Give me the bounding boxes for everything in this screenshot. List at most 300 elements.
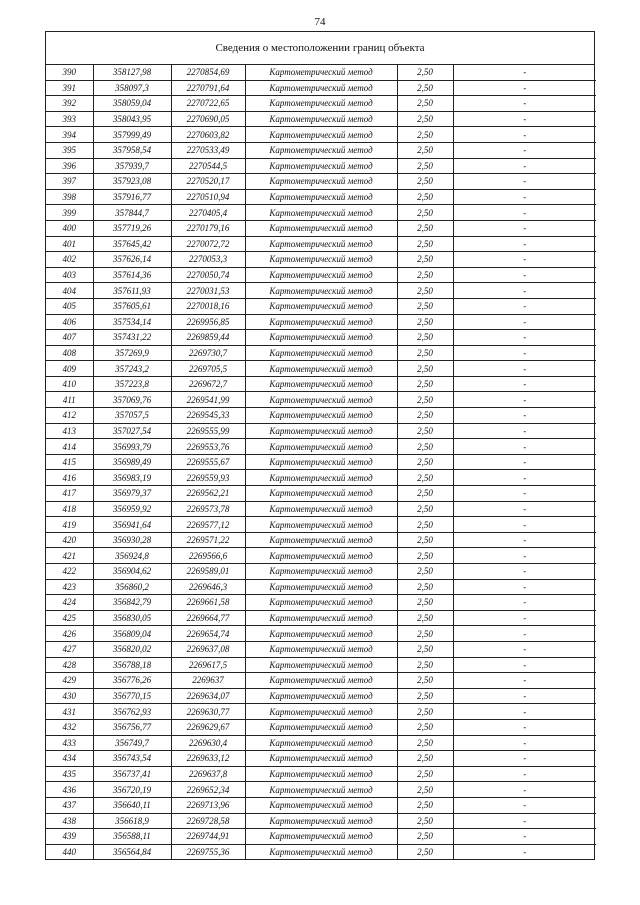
y-coordinate-cell: 2270603,82 <box>171 127 245 143</box>
boundary-table-sheet <box>45 31 595 860</box>
point-number-cell: 407 <box>46 330 93 346</box>
x-coordinate-cell: 357243,2 <box>93 361 171 377</box>
y-coordinate-cell: 2269956,85 <box>171 314 245 330</box>
table-row <box>46 330 596 346</box>
point-number-cell: 434 <box>46 751 93 767</box>
point-number-cell: 422 <box>46 564 93 580</box>
accuracy-cell: 2,50 <box>397 486 453 502</box>
description-cell: - <box>453 220 596 236</box>
y-coordinate-cell: 2269730,7 <box>171 345 245 361</box>
y-coordinate-cell: 2269755,36 <box>171 844 245 859</box>
method-cell: Картометрический метод <box>245 470 397 486</box>
table-row <box>46 595 596 611</box>
method-cell: Картометрический метод <box>245 626 397 642</box>
method-cell: Картометрический метод <box>245 236 397 252</box>
description-cell: - <box>453 579 596 595</box>
y-coordinate-cell: 2269637 <box>171 673 245 689</box>
accuracy-cell: 2,50 <box>397 267 453 283</box>
point-number-cell: 404 <box>46 283 93 299</box>
description-cell: - <box>453 517 596 533</box>
point-number-cell: 398 <box>46 189 93 205</box>
table-row <box>46 408 596 424</box>
x-coordinate-cell: 356904,62 <box>93 564 171 580</box>
accuracy-cell: 2,50 <box>397 564 453 580</box>
description-cell: - <box>453 564 596 580</box>
x-coordinate-cell: 357431,22 <box>93 330 171 346</box>
x-coordinate-cell: 357939,7 <box>93 158 171 174</box>
y-coordinate-cell: 2269573,78 <box>171 501 245 517</box>
x-coordinate-cell: 356989,49 <box>93 454 171 470</box>
x-coordinate-cell: 356720,19 <box>93 782 171 798</box>
table-row <box>46 267 596 283</box>
accuracy-cell: 2,50 <box>397 252 453 268</box>
x-coordinate-cell: 357534,14 <box>93 314 171 330</box>
table-row <box>46 174 596 190</box>
method-cell: Картометрический метод <box>245 267 397 283</box>
y-coordinate-cell: 2269541,99 <box>171 392 245 408</box>
y-coordinate-cell: 2270072,72 <box>171 236 245 252</box>
table-row <box>46 127 596 143</box>
description-cell: - <box>453 252 596 268</box>
point-number-cell: 400 <box>46 220 93 236</box>
accuracy-cell: 2,50 <box>397 548 453 564</box>
table-row <box>46 158 596 174</box>
point-number-cell: 436 <box>46 782 93 798</box>
y-coordinate-cell: 2270533,49 <box>171 142 245 158</box>
description-cell: - <box>453 641 596 657</box>
table-row <box>46 610 596 626</box>
y-coordinate-cell: 2269633,12 <box>171 751 245 767</box>
table-row <box>46 80 596 96</box>
y-coordinate-cell: 2269559,93 <box>171 470 245 486</box>
method-cell: Картометрический метод <box>245 829 397 845</box>
method-cell: Картометрический метод <box>245 579 397 595</box>
accuracy-cell: 2,50 <box>397 96 453 112</box>
table-row <box>46 844 596 859</box>
method-cell: Картометрический метод <box>245 813 397 829</box>
y-coordinate-cell: 2270050,74 <box>171 267 245 283</box>
accuracy-cell: 2,50 <box>397 595 453 611</box>
y-coordinate-cell: 2269661,58 <box>171 595 245 611</box>
y-coordinate-cell: 2269672,7 <box>171 376 245 392</box>
accuracy-cell: 2,50 <box>397 236 453 252</box>
point-number-cell: 392 <box>46 96 93 112</box>
y-coordinate-cell: 2269553,76 <box>171 439 245 455</box>
method-cell: Картометрический метод <box>245 314 397 330</box>
accuracy-cell: 2,50 <box>397 829 453 845</box>
description-cell: - <box>453 657 596 673</box>
table-row <box>46 829 596 845</box>
point-number-cell: 414 <box>46 439 93 455</box>
x-coordinate-cell: 356618,9 <box>93 813 171 829</box>
point-number-cell: 433 <box>46 735 93 751</box>
table-row <box>46 517 596 533</box>
method-cell: Картометрический метод <box>245 766 397 782</box>
table-row <box>46 579 596 595</box>
method-cell: Картометрический метод <box>245 844 397 859</box>
description-cell: - <box>453 96 596 112</box>
description-cell: - <box>453 298 596 314</box>
point-number-cell: 406 <box>46 314 93 330</box>
description-cell: - <box>453 673 596 689</box>
table-row <box>46 470 596 486</box>
description-cell: - <box>453 408 596 424</box>
x-coordinate-cell: 357645,42 <box>93 236 171 252</box>
x-coordinate-cell: 357223,8 <box>93 376 171 392</box>
table-row <box>46 423 596 439</box>
description-cell: - <box>453 735 596 751</box>
y-coordinate-cell: 2270791,64 <box>171 80 245 96</box>
accuracy-cell: 2,50 <box>397 189 453 205</box>
y-coordinate-cell: 2270544,5 <box>171 158 245 174</box>
accuracy-cell: 2,50 <box>397 610 453 626</box>
y-coordinate-cell: 2269705,5 <box>171 361 245 377</box>
description-cell: - <box>453 174 596 190</box>
method-cell: Картометрический метод <box>245 376 397 392</box>
description-cell: - <box>453 595 596 611</box>
x-coordinate-cell: 356941,64 <box>93 517 171 533</box>
x-coordinate-cell: 357923,08 <box>93 174 171 190</box>
table-row <box>46 751 596 767</box>
description-cell: - <box>453 797 596 813</box>
accuracy-cell: 2,50 <box>397 174 453 190</box>
description-cell: - <box>453 361 596 377</box>
x-coordinate-cell: 356749,7 <box>93 735 171 751</box>
accuracy-cell: 2,50 <box>397 361 453 377</box>
description-cell: - <box>453 314 596 330</box>
x-coordinate-cell: 356924,8 <box>93 548 171 564</box>
table-row <box>46 719 596 735</box>
method-cell: Картометрический метод <box>245 517 397 533</box>
point-number-cell: 424 <box>46 595 93 611</box>
accuracy-cell: 2,50 <box>397 517 453 533</box>
method-cell: Картометрический метод <box>245 454 397 470</box>
point-number-cell: 419 <box>46 517 93 533</box>
table-row <box>46 111 596 127</box>
point-number-cell: 423 <box>46 579 93 595</box>
point-number-cell: 431 <box>46 704 93 720</box>
description-cell: - <box>453 548 596 564</box>
accuracy-cell: 2,50 <box>397 579 453 595</box>
accuracy-cell: 2,50 <box>397 735 453 751</box>
accuracy-cell: 2,50 <box>397 65 453 80</box>
table-row <box>46 392 596 408</box>
method-cell: Картометрический метод <box>245 423 397 439</box>
x-coordinate-cell: 357269,9 <box>93 345 171 361</box>
method-cell: Картометрический метод <box>245 392 397 408</box>
description-cell: - <box>453 501 596 517</box>
method-cell: Картометрический метод <box>245 532 397 548</box>
y-coordinate-cell: 2269555,67 <box>171 454 245 470</box>
description-cell: - <box>453 626 596 642</box>
x-coordinate-cell: 357626,14 <box>93 252 171 268</box>
table-row <box>46 298 596 314</box>
x-coordinate-cell: 357027,54 <box>93 423 171 439</box>
point-number-cell: 408 <box>46 345 93 361</box>
x-coordinate-cell: 356930,28 <box>93 532 171 548</box>
point-number-cell: 438 <box>46 813 93 829</box>
x-coordinate-cell: 356809,04 <box>93 626 171 642</box>
table-row <box>46 688 596 704</box>
accuracy-cell: 2,50 <box>397 345 453 361</box>
point-number-cell: 394 <box>46 127 93 143</box>
x-coordinate-cell: 358043,95 <box>93 111 171 127</box>
point-number-cell: 417 <box>46 486 93 502</box>
x-coordinate-cell: 358059,04 <box>93 96 171 112</box>
table-row <box>46 486 596 502</box>
method-cell: Картометрический метод <box>245 111 397 127</box>
description-cell: - <box>453 267 596 283</box>
point-number-cell: 405 <box>46 298 93 314</box>
y-coordinate-cell: 2269617,5 <box>171 657 245 673</box>
y-coordinate-cell: 2270690,05 <box>171 111 245 127</box>
x-coordinate-cell: 357057,5 <box>93 408 171 424</box>
table-row <box>46 314 596 330</box>
description-cell: - <box>453 376 596 392</box>
y-coordinate-cell: 2269859,44 <box>171 330 245 346</box>
y-coordinate-cell: 2269562,21 <box>171 486 245 502</box>
description-cell: - <box>453 454 596 470</box>
method-cell: Картометрический метод <box>245 142 397 158</box>
method-cell: Картометрический метод <box>245 688 397 704</box>
point-number-cell: 430 <box>46 688 93 704</box>
accuracy-cell: 2,50 <box>397 330 453 346</box>
description-cell: - <box>453 80 596 96</box>
method-cell: Картометрический метод <box>245 345 397 361</box>
method-cell: Картометрический метод <box>245 298 397 314</box>
table-row <box>46 454 596 470</box>
accuracy-cell: 2,50 <box>397 314 453 330</box>
table-row <box>46 345 596 361</box>
method-cell: Картометрический метод <box>245 220 397 236</box>
method-cell: Картометрический метод <box>245 657 397 673</box>
x-coordinate-cell: 356842,79 <box>93 595 171 611</box>
accuracy-cell: 2,50 <box>397 641 453 657</box>
coordinates-table-body <box>46 65 596 859</box>
x-coordinate-cell: 358097,3 <box>93 80 171 96</box>
x-coordinate-cell: 356959,92 <box>93 501 171 517</box>
accuracy-cell: 2,50 <box>397 392 453 408</box>
description-cell: - <box>453 65 596 80</box>
method-cell: Картометрический метод <box>245 797 397 813</box>
x-coordinate-cell: 356993,79 <box>93 439 171 455</box>
y-coordinate-cell: 2269634,07 <box>171 688 245 704</box>
point-number-cell: 426 <box>46 626 93 642</box>
method-cell: Картометрический метод <box>245 751 397 767</box>
method-cell: Картометрический метод <box>245 174 397 190</box>
method-cell: Картометрический метод <box>245 361 397 377</box>
description-cell: - <box>453 439 596 455</box>
x-coordinate-cell: 357999,49 <box>93 127 171 143</box>
description-cell: - <box>453 345 596 361</box>
method-cell: Картометрический метод <box>245 205 397 221</box>
table-row <box>46 236 596 252</box>
method-cell: Картометрический метод <box>245 782 397 798</box>
description-cell: - <box>453 205 596 221</box>
method-cell: Картометрический метод <box>245 501 397 517</box>
description-cell: - <box>453 330 596 346</box>
x-coordinate-cell: 356860,2 <box>93 579 171 595</box>
description-cell: - <box>453 158 596 174</box>
point-number-cell: 412 <box>46 408 93 424</box>
accuracy-cell: 2,50 <box>397 719 453 735</box>
accuracy-cell: 2,50 <box>397 376 453 392</box>
accuracy-cell: 2,50 <box>397 532 453 548</box>
x-coordinate-cell: 356756,77 <box>93 719 171 735</box>
point-number-cell: 428 <box>46 657 93 673</box>
x-coordinate-cell: 356770,15 <box>93 688 171 704</box>
method-cell: Картометрический метод <box>245 486 397 502</box>
method-cell: Картометрический метод <box>245 439 397 455</box>
accuracy-cell: 2,50 <box>397 673 453 689</box>
point-number-cell: 439 <box>46 829 93 845</box>
point-number-cell: 395 <box>46 142 93 158</box>
y-coordinate-cell: 2269664,77 <box>171 610 245 626</box>
y-coordinate-cell: 2270510,94 <box>171 189 245 205</box>
table-row <box>46 657 596 673</box>
point-number-cell: 432 <box>46 719 93 735</box>
accuracy-cell: 2,50 <box>397 205 453 221</box>
accuracy-cell: 2,50 <box>397 80 453 96</box>
accuracy-cell: 2,50 <box>397 626 453 642</box>
y-coordinate-cell: 2270405,4 <box>171 205 245 221</box>
accuracy-cell: 2,50 <box>397 501 453 517</box>
x-coordinate-cell: 357916,77 <box>93 189 171 205</box>
description-cell: - <box>453 829 596 845</box>
y-coordinate-cell: 2269652,34 <box>171 782 245 798</box>
accuracy-cell: 2,50 <box>397 766 453 782</box>
table-row <box>46 813 596 829</box>
y-coordinate-cell: 2269713,96 <box>171 797 245 813</box>
description-cell: - <box>453 813 596 829</box>
accuracy-cell: 2,50 <box>397 220 453 236</box>
point-number-cell: 437 <box>46 797 93 813</box>
accuracy-cell: 2,50 <box>397 470 453 486</box>
description-cell: - <box>453 142 596 158</box>
accuracy-cell: 2,50 <box>397 797 453 813</box>
description-cell: - <box>453 704 596 720</box>
accuracy-cell: 2,50 <box>397 704 453 720</box>
method-cell: Картометрический метод <box>245 641 397 657</box>
table-row <box>46 189 596 205</box>
x-coordinate-cell: 356788,18 <box>93 657 171 673</box>
accuracy-cell: 2,50 <box>397 813 453 829</box>
x-coordinate-cell: 357958,54 <box>93 142 171 158</box>
accuracy-cell: 2,50 <box>397 688 453 704</box>
accuracy-cell: 2,50 <box>397 283 453 299</box>
point-number-cell: 413 <box>46 423 93 439</box>
y-coordinate-cell: 2269654,74 <box>171 626 245 642</box>
x-coordinate-cell: 357844,7 <box>93 205 171 221</box>
table-row <box>46 626 596 642</box>
table-row <box>46 735 596 751</box>
y-coordinate-cell: 2269555,99 <box>171 423 245 439</box>
description-cell: - <box>453 189 596 205</box>
accuracy-cell: 2,50 <box>397 127 453 143</box>
y-coordinate-cell: 2270179,16 <box>171 220 245 236</box>
y-coordinate-cell: 2269646,3 <box>171 579 245 595</box>
x-coordinate-cell: 357069,76 <box>93 392 171 408</box>
description-cell: - <box>453 127 596 143</box>
method-cell: Картометрический метод <box>245 610 397 626</box>
page-number: 74 <box>314 16 326 28</box>
method-cell: Картометрический метод <box>245 283 397 299</box>
accuracy-cell: 2,50 <box>397 298 453 314</box>
point-number-cell: 411 <box>46 392 93 408</box>
accuracy-cell: 2,50 <box>397 423 453 439</box>
x-coordinate-cell: 356588,11 <box>93 829 171 845</box>
x-coordinate-cell: 356564,84 <box>93 844 171 859</box>
point-number-cell: 416 <box>46 470 93 486</box>
y-coordinate-cell: 2270722,65 <box>171 96 245 112</box>
description-cell: - <box>453 423 596 439</box>
x-coordinate-cell: 356737,41 <box>93 766 171 782</box>
point-number-cell: 425 <box>46 610 93 626</box>
point-number-cell: 427 <box>46 641 93 657</box>
y-coordinate-cell: 2270854,69 <box>171 65 245 80</box>
method-cell: Картометрический метод <box>245 704 397 720</box>
accuracy-cell: 2,50 <box>397 111 453 127</box>
point-number-cell: 415 <box>46 454 93 470</box>
y-coordinate-cell: 2270018,16 <box>171 298 245 314</box>
point-number-cell: 399 <box>46 205 93 221</box>
description-cell: - <box>453 283 596 299</box>
x-coordinate-cell: 356640,11 <box>93 797 171 813</box>
y-coordinate-cell: 2269630,4 <box>171 735 245 751</box>
x-coordinate-cell: 356830,05 <box>93 610 171 626</box>
table-row <box>46 361 596 377</box>
description-cell: - <box>453 688 596 704</box>
point-number-cell: 418 <box>46 501 93 517</box>
table-row <box>46 548 596 564</box>
method-cell: Картометрический метод <box>245 65 397 80</box>
y-coordinate-cell: 2269545,33 <box>171 408 245 424</box>
description-cell: - <box>453 719 596 735</box>
point-number-cell: 401 <box>46 236 93 252</box>
y-coordinate-cell: 2270031,53 <box>171 283 245 299</box>
table-row <box>46 283 596 299</box>
x-coordinate-cell: 356983,19 <box>93 470 171 486</box>
table-row <box>46 376 596 392</box>
method-cell: Картометрический метод <box>245 189 397 205</box>
accuracy-cell: 2,50 <box>397 454 453 470</box>
description-cell: - <box>453 532 596 548</box>
table-row <box>46 673 596 689</box>
table-row <box>46 205 596 221</box>
method-cell: Картометрический метод <box>245 158 397 174</box>
point-number-cell: 421 <box>46 548 93 564</box>
method-cell: Картометрический метод <box>245 408 397 424</box>
description-cell: - <box>453 111 596 127</box>
y-coordinate-cell: 2269629,67 <box>171 719 245 735</box>
accuracy-cell: 2,50 <box>397 751 453 767</box>
coordinates-table <box>46 65 596 859</box>
table-row <box>46 797 596 813</box>
method-cell: Картометрический метод <box>245 673 397 689</box>
y-coordinate-cell: 2269571,22 <box>171 532 245 548</box>
point-number-cell: 396 <box>46 158 93 174</box>
table-row <box>46 142 596 158</box>
method-cell: Картометрический метод <box>245 564 397 580</box>
accuracy-cell: 2,50 <box>397 657 453 673</box>
y-coordinate-cell: 2269744,91 <box>171 829 245 845</box>
description-cell: - <box>453 610 596 626</box>
point-number-cell: 402 <box>46 252 93 268</box>
y-coordinate-cell: 2269637,8 <box>171 766 245 782</box>
table-row <box>46 704 596 720</box>
description-cell: - <box>523 846 527 857</box>
table-row <box>46 220 596 236</box>
